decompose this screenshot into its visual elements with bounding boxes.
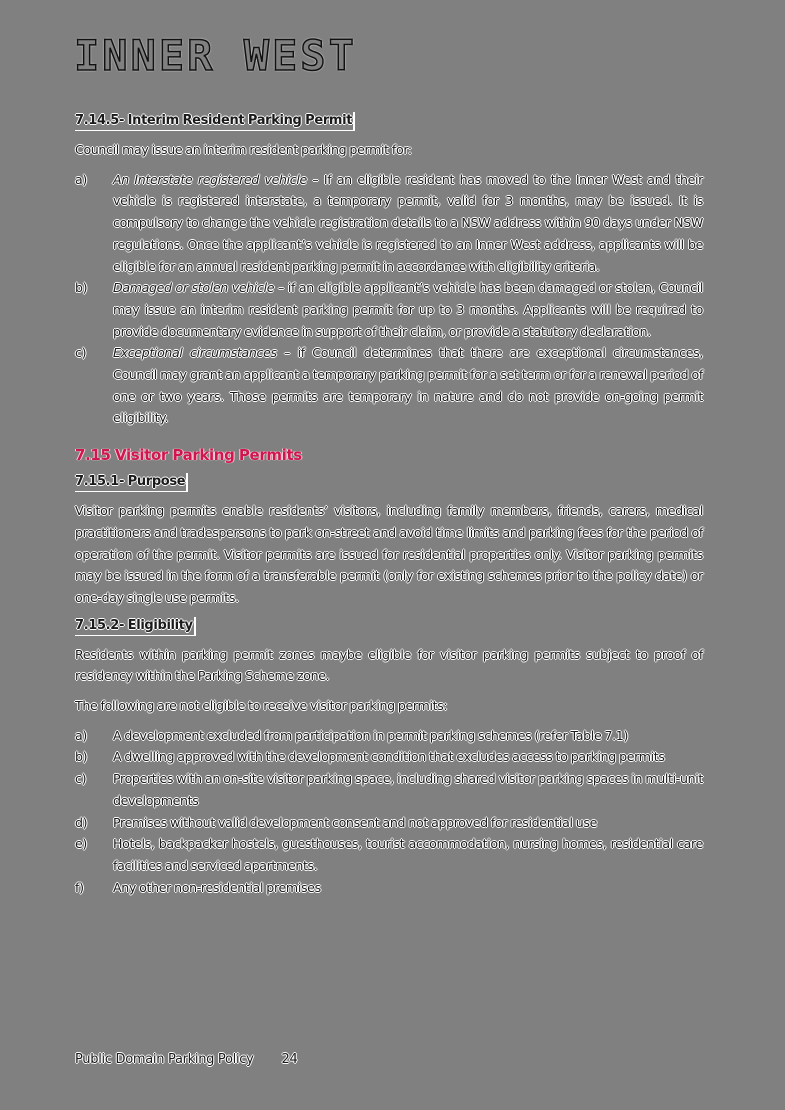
page-footer xyxy=(75,1052,297,1067)
list-marker: c) xyxy=(75,771,87,787)
list-item xyxy=(75,342,703,429)
item-text: – if an eligible applicant’s vehicle has been damaged or stolen, Council may issue an interim resident parking permit for up to 3 months. Applicants will be required to provide documentary evidence in support of their claim, or provide a statutory declaration. xyxy=(113,280,703,339)
item-text: A development excluded from participation in permit parking schemes (refer Table 7.1) xyxy=(113,727,629,743)
item-text: – if Council determines that there are exceptional circumstances, Council may grant an applicant a temporary parking permit for a set term or for a renewal period of one or two years. Those permits are temporary in nature and do not provide on-going permit eligibility. xyxy=(113,345,703,426)
item-text: Properties with an on-site visitor parking space, including shared visitor parking spaces in multi-unit developments xyxy=(113,771,703,808)
logo-text: INNER WEST xyxy=(74,31,357,80)
list-item xyxy=(75,277,703,342)
list-item xyxy=(75,768,703,811)
eligibility-paragraph: Residents within parking permit zones maybe eligible for visitor parking permits subject to proof of residency within the Parking Scheme zone. xyxy=(75,646,703,684)
list-marker: a) xyxy=(75,171,87,187)
not-eligible-intro: The following are not eligible to receive visitor parking permits: xyxy=(75,698,448,714)
list-marker: a) xyxy=(75,727,87,743)
document-page xyxy=(75,112,703,898)
list-item xyxy=(75,833,703,876)
item-text: Hotels, backpacker hostels, guesthouses, tourist accommodation, nursing homes, residential care facilities and serviced apartments. xyxy=(113,836,703,873)
page-number: 24 xyxy=(281,1052,298,1067)
item-title: An Interstate registered vehicle xyxy=(113,171,307,187)
list-item xyxy=(75,812,703,834)
purpose-paragraph: Visitor parking permits enable residents’ visitors, including family members, friends, carers, medical practitioners and tradespersons to park on-street and avoid time limits and parking fees for the period of operation of the permit. Visitor permits are issued for residential properties only. Visitor parking permits may be issued in the form of a transferable permit (only for existing schemes prior to the policy date) or one-day single use permits. xyxy=(75,503,703,605)
item-text: A dwelling approved with the development condition that excludes access to parking permits xyxy=(113,749,665,765)
interim-permit-list xyxy=(75,169,703,429)
list-item xyxy=(75,877,703,899)
section-heading-7-15: 7.15 Visitor Parking Permits xyxy=(75,446,302,465)
section-heading-7-15-2: 7.15.2- Eligibility xyxy=(75,617,196,636)
list-marker: d) xyxy=(75,814,88,830)
not-eligible-list xyxy=(75,725,703,899)
item-text: Premises without valid development consent and not approved for residential use xyxy=(113,814,597,830)
section-heading-7-15-1: 7.15.1- Purpose xyxy=(75,473,188,492)
list-marker: e) xyxy=(75,836,87,852)
item-title: Exceptional circumstances xyxy=(113,345,277,361)
list-item xyxy=(75,746,703,768)
list-marker: b) xyxy=(75,280,88,296)
list-item xyxy=(75,169,703,278)
section-heading-7-14-5: 7.14.5- Interim Resident Parking Permit xyxy=(75,112,355,131)
footer-title: Public Domain Parking Policy xyxy=(75,1052,254,1067)
interim-permit-intro: Council may issue an interim resident parking permit for: xyxy=(75,142,412,157)
inner-west-logo xyxy=(74,31,357,80)
list-item xyxy=(75,725,703,747)
item-text: Any other non-residential premises xyxy=(113,879,321,895)
list-marker: c) xyxy=(75,345,87,361)
item-title: Damaged or stolen vehicle xyxy=(113,280,275,296)
list-marker: f) xyxy=(75,879,84,895)
item-text: – If an eligible resident has moved to the Inner West and their vehicle is registered interstate, a temporary permit, valid for 3 months, may be issued. It is compulsory to change the vehicle registration details to a NSW address within 90 days under NSW regulations. Once the applicant’s vehicle is registered to an Inner West address, applicants will be eligible for an annual resident parking permit in accordance with eligibility criteria. xyxy=(113,171,704,274)
list-marker: b) xyxy=(75,749,88,765)
